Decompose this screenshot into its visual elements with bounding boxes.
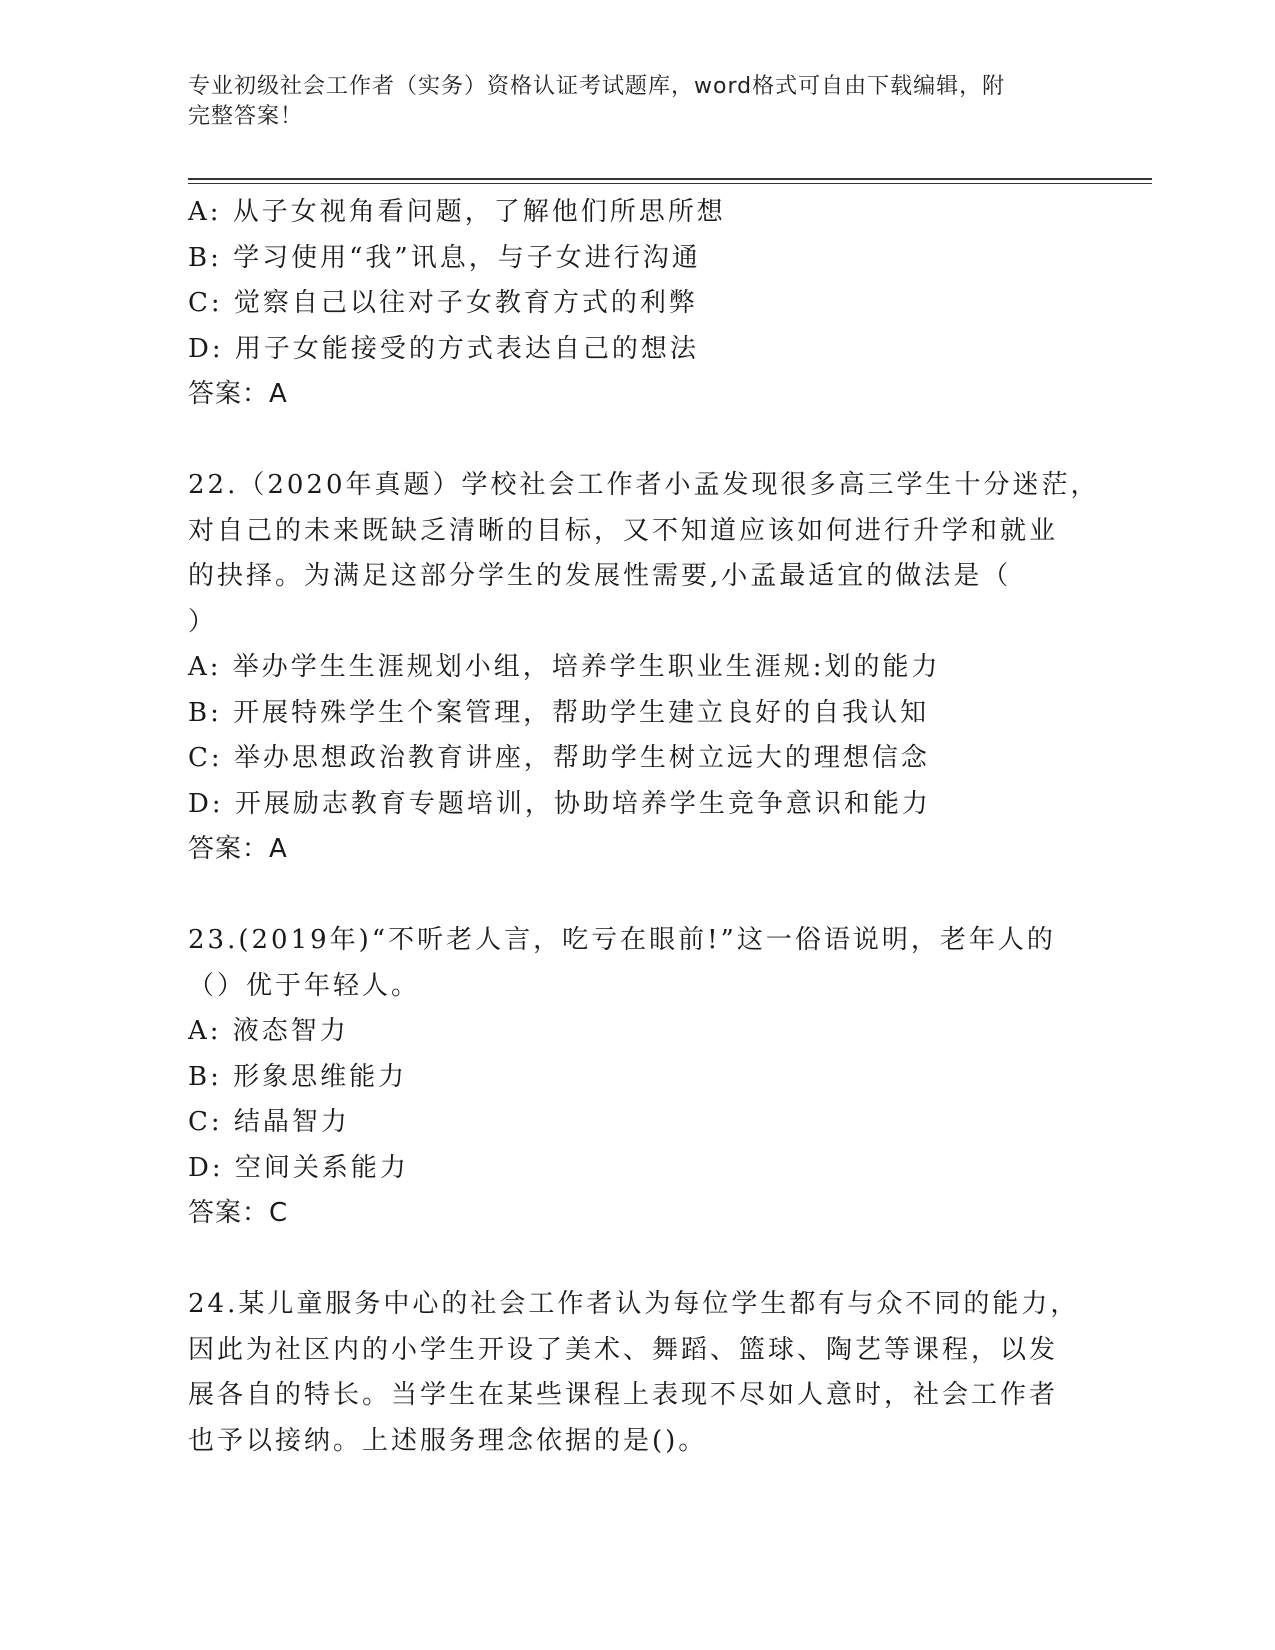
question-21 — [188, 190, 1068, 418]
spacer — [188, 873, 1068, 919]
answer-line: 答案：A — [188, 834, 288, 864]
option-c: C: 结晶智力 — [188, 1107, 350, 1137]
header-divider-thin — [188, 183, 1152, 184]
spacer — [188, 1237, 1068, 1283]
option-c: C: 觉察自己以往对子女教育方式的利弊 — [188, 288, 698, 318]
question-stem-line: 展各自的特长。当学生在某些课程上表现不尽如人意时，社会工作者 — [188, 1380, 1059, 1410]
option-d: D: 用子女能接受的方式表达自己的想法 — [188, 333, 699, 364]
question-stem-line: 因此为社区内的小学生开设了美术、舞蹈、篮球、陶艺等课程，以发 — [188, 1334, 1059, 1365]
question-stem-line: 22.（2020年真题）学校社会工作者小孟发现很多高三学生十分迷茫， — [188, 470, 1100, 500]
header-line-1: 专业初级社会工作者（实务）资格认证考试题库，word格式可自由下载编辑，附 — [188, 74, 1006, 99]
question-stem-line: 24.某儿童服务中心的社会工作者认为每位学生都有与众不同的能力， — [188, 1289, 1080, 1319]
question-stem-line: 23.(2019年)“不听老人言，吃亏在眼前!”这一俗语说明，老年人的 — [188, 925, 1056, 955]
document-header — [188, 72, 1068, 132]
question-stem-line: （）优于年轻人。 — [188, 970, 421, 1001]
option-d: D: 空间关系能力 — [188, 1152, 409, 1183]
question-24 — [188, 1282, 1080, 1464]
question-22 — [188, 463, 1100, 873]
option-c: C: 举办思想政治教育讲座，帮助学生树立远大的理想信念 — [188, 743, 930, 773]
question-list — [188, 190, 1100, 1464]
option-b: B: 学习使用“我”讯息，与子女进行沟通 — [188, 242, 701, 273]
header-line-2: 完整答案！ — [188, 104, 304, 129]
header-divider-thick — [188, 178, 1152, 180]
option-b: B: 开展特殊学生个案管理，帮助学生建立良好的自我认知 — [188, 697, 930, 728]
question-23 — [188, 918, 1068, 1237]
option-a: A: 举办学生生涯规划小组，培养学生职业生涯规:划的能力 — [188, 652, 941, 682]
question-stem-line: ） — [188, 606, 218, 637]
option-d: D: 开展励志教育专题培训，协助培养学生竞争意识和能力 — [188, 788, 931, 819]
option-b: B: 形象思维能力 — [188, 1061, 408, 1092]
question-stem-line: 的抉择。为满足这部分学生的发展性需要,小孟最适宜的做法是（ — [188, 561, 1012, 591]
answer-line: 答案：A — [188, 379, 288, 409]
option-a: A: 从子女视角看问题，了解他们所思所想 — [188, 197, 726, 227]
answer-line: 答案：C — [188, 1198, 289, 1228]
question-stem-line: 也予以接纳。上述服务理念依据的是()。 — [188, 1425, 708, 1456]
question-stem-line: 对自己的未来既缺乏清晰的目标，又不知道应该如何进行升学和就业 — [188, 515, 1059, 546]
spacer — [188, 418, 1068, 464]
option-a: A: 液态智力 — [188, 1016, 349, 1046]
